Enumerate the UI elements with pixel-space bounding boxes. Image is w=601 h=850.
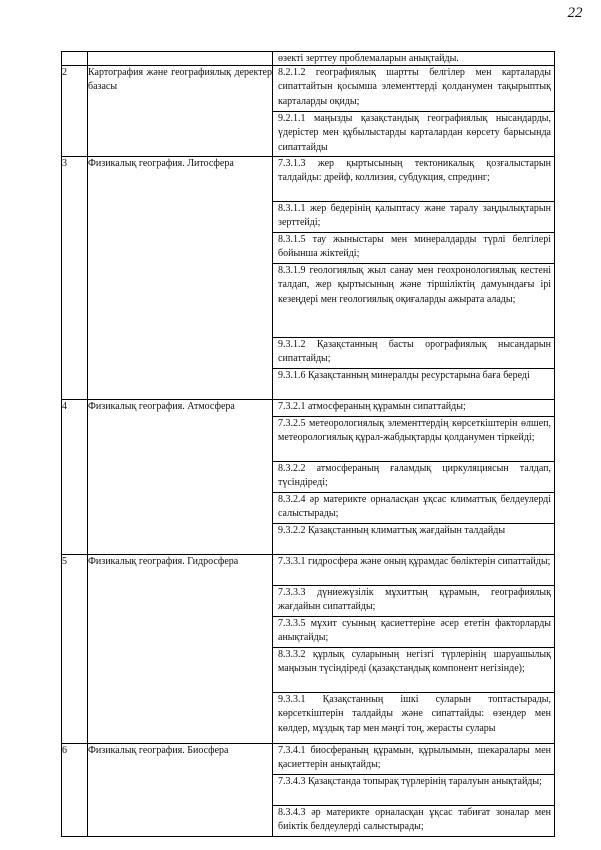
curriculum-table [61, 51, 555, 837]
objective-item: 8.3.1.9 геологиялық жыл санау мен геохронологиялық кестені талдап, жер қыртысының және тіршіліктің дамуындағы ірі кезеңдері мен геологиялық оқиғаларды ажырата алады; [273, 263, 554, 337]
row-number: 5 [62, 555, 88, 744]
row-number: 4 [62, 400, 88, 555]
row-topic: Картография және географиялық деректер базасы [88, 66, 273, 157]
row-objectives [273, 66, 555, 157]
row-number: 3 [62, 157, 88, 400]
objective-item: 9.3.3.1 Қазақстанның ішкі суларын топтастырады, көрсеткіштерін талдайды және сипаттайды: өзендер мен көлдер, мұздық тар мен мәңгі тоң, жерасты сулары [273, 692, 554, 743]
row-topic: Физикалық география. Биосфера [88, 744, 273, 837]
row-topic: Физикалық география. Атмосфера [88, 400, 273, 555]
row-topic [88, 52, 273, 66]
objective-item: 8.3.3.2 құрлық суларының негізгі түрлерінің шаруашылық маңызын түсіндіреді (қазақстандық компонент негізінде); [273, 647, 554, 692]
row-topic: Физикалық география. Гидросфера [88, 555, 273, 744]
table-row [62, 157, 555, 400]
page-number: 22 [567, 5, 583, 21]
objective-item: 8.3.2.2 атмосфераның ғаламдық циркуляциясын талдап, түсіндіреді; [273, 461, 554, 492]
row-topic: Физикалық география. Литосфера [88, 157, 273, 400]
objective-item: 7.3.2.5 метеорологиялық элементтердің көрсеткіштерін өлшеп, метеорологиялық құрал-жабдықтарды қолданумен тіркейді; [273, 416, 554, 461]
objective-item: 7.3.1.3 жер қыртысының тектоникалық қозғалыстарын талдайды: дрейф, коллизия, субдукция, спрединг; [278, 158, 551, 184]
row-number: 6 [62, 744, 88, 837]
objective-item: 7.3.3.3 дүниежүзілік мұхиттың құрамын, географиялық жағдайын сипаттайды; [273, 585, 554, 616]
objective-item: 8.2.1.2 географиялық шартты белгілер мен карталарды сипаттайтын қосымша элементтерді қолданумен тақырыптық карталарды оқиды; [278, 67, 551, 107]
objective-item: 7.3.3.1 гидросфера және оның құрамдас бөліктерін сипаттайды; [278, 556, 551, 567]
table-row [62, 555, 555, 744]
objective-item: 8.3.2.4 әр материкте орналасқан ұқсас климаттық белдеулерді салыстырады; [273, 492, 554, 523]
objective-item: 9.3.2.2 Қазақстанның климаттық жағдайын талдайды [273, 523, 554, 554]
row-objectives [273, 555, 555, 744]
objective-item: 9.2.1.1 маңызды қазақстандық географиялық нысандарды, үдерістер мен құбылыстарды карталардан көрсету барысында сипаттайды [273, 111, 554, 156]
objective-item: 8.3.1.5 тау жыныстары мен минералдарды түрлі белгілері бойынша жіктейді; [273, 232, 554, 263]
table-row [62, 744, 555, 837]
row-number: 2 [62, 66, 88, 157]
objective-item: 9.3.1.6 Қазақстанның минералды ресурстарына баға береді [273, 368, 554, 399]
row-objectives [273, 52, 555, 66]
objective-item: 8.3.4.3 әр материкте орналасқан ұқсас табиғат зоналар мен биіктік белдеулерді салыстырады; [273, 805, 554, 836]
row-objectives [273, 400, 555, 555]
objective-item: 7.3.2.1 атмосфераның құрамын сипаттайды; [278, 401, 466, 412]
table-row [62, 400, 555, 555]
objective-item: 9.3.1.2 Қазақстанның басты орографиялық нысандарын сипаттайды; [273, 337, 554, 368]
row-objectives [273, 744, 555, 837]
table-row [62, 66, 555, 157]
table-row [62, 52, 555, 66]
row-objectives [273, 157, 555, 400]
row-number [62, 52, 88, 66]
objective-item: 7.3.4.1 биосфераның құрамын, құрылымын, шекаралары мен қасиеттерін анықтайды; [278, 745, 551, 771]
objective-item: 7.3.3.5 мұхит суының қасиеттеріне әсер ететін факторларды анықтайды; [273, 616, 554, 647]
objective-item: өзекті зерттеу проблемаларын анықтайды. [278, 53, 459, 64]
objective-item: 7.3.4.3 Қазақстанда топырақ түрлерінің таралуын анықтайды; [273, 774, 554, 805]
objective-item: 8.3.1.1 жер бедерінің қалыптасу және таралу заңдылықтарын зерттейді; [273, 201, 554, 232]
